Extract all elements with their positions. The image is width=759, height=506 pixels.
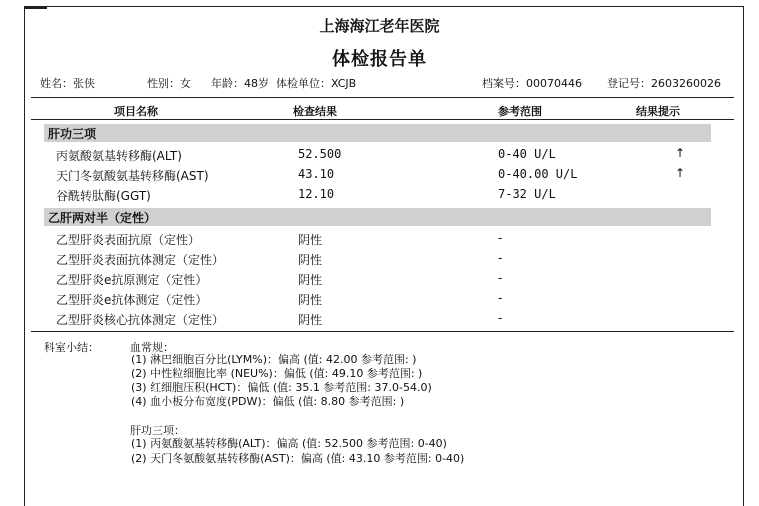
item-reference: 0-40 U/L — [498, 147, 556, 161]
column-header-hint: 结果提示 — [636, 105, 680, 118]
patient-age: 年龄：48岁 — [211, 77, 269, 90]
table-row — [0, 269, 759, 289]
summary-label: 科室小结： — [44, 341, 99, 354]
column-header-result: 检查结果 — [293, 105, 337, 118]
table-top-rule — [31, 97, 734, 98]
file-number: 档案号：00070446 — [482, 77, 582, 90]
patient-name: 姓名：张侠 — [40, 77, 95, 90]
hospital-name: 上海海江老年医院 — [319, 17, 440, 35]
section-title: 肝功三项 — [48, 127, 97, 141]
arrow-up-icon: ↑ — [675, 146, 686, 160]
item-result: 阴性 — [298, 313, 323, 327]
item-name: 天门冬氨酸氨基转移酶(AST) — [56, 169, 209, 183]
patient-unit: 体检单位：XCJB — [276, 77, 357, 90]
item-reference: 7-32 U/L — [498, 187, 556, 201]
table-row — [0, 309, 759, 329]
item-result: 52.500 — [298, 147, 342, 161]
table-row — [0, 185, 759, 205]
item-name: 丙氨酸氨基转移酶(ALT) — [56, 149, 182, 163]
item-reference: - — [498, 291, 503, 305]
report-title: 体检报告单 — [332, 49, 427, 70]
summary-blood-title: 血常规： — [130, 341, 174, 354]
item-result: 43.10 — [298, 167, 335, 181]
item-name: 乙型肝炎表面抗原（定性） — [56, 233, 201, 247]
item-reference: - — [498, 251, 503, 265]
item-reference: 0-40.00 U/L — [498, 167, 578, 181]
summary-line: (4) 血小板分布宽度(PDW)：偏低 (值: 8.80 参考范围: ) — [131, 395, 405, 408]
summary-liver-title: 肝功三项： — [130, 424, 185, 437]
item-name: 乙型肝炎核心抗体测定（定性） — [56, 313, 225, 327]
column-header-reference: 参考范围 — [498, 105, 542, 118]
section-band-hepatitis — [44, 208, 711, 226]
item-name: 乙型肝炎表面抗体测定（定性） — [56, 253, 225, 267]
summary-line: (2) 天门冬氨酸氨基转移酶(AST)：偏高 (值: 43.10 参考范围: 0-40) — [131, 452, 465, 465]
table-row — [0, 145, 759, 165]
table-row — [0, 165, 759, 185]
item-reference: - — [498, 231, 503, 245]
column-header-item: 项目名称 — [114, 105, 158, 118]
corner-mark — [25, 7, 47, 9]
arrow-up-icon: ↑ — [675, 166, 686, 180]
item-name: 谷酰转肽酶(GGT) — [56, 189, 151, 203]
table-row — [0, 229, 759, 249]
item-result: 12.10 — [298, 187, 335, 201]
table-row — [0, 249, 759, 269]
registration-number: 登记号：2603260026 — [607, 77, 721, 90]
summary-line: (1) 丙氨酸氨基转移酶(ALT)：偏高 (值: 52.500 参考范围: 0-40) — [131, 437, 447, 450]
section-title: 乙肝两对半（定性） — [48, 211, 157, 225]
item-result: 阴性 — [298, 293, 323, 307]
summary-line: (1) 淋巴细胞百分比(LYM%)：偏高 (值: 42.00 参考范围: ) — [131, 353, 417, 366]
summary-line: (2) 中性粒细胞比率 (NEU%)：偏低 (值: 49.10 参考范围: ) — [131, 367, 423, 380]
item-reference: - — [498, 271, 503, 285]
table-row — [0, 289, 759, 309]
summary-line: (3) 红细胞压积(HCT)：偏低 (值: 35.1 参考范围: 37.0-54.0) — [131, 381, 432, 394]
header-bottom-rule — [31, 119, 734, 120]
item-result: 阴性 — [298, 253, 323, 267]
item-name: 乙型肝炎e抗原测定（定性） — [56, 273, 208, 287]
section-band-liver — [44, 124, 711, 142]
table-bottom-rule — [31, 331, 734, 332]
patient-gender: 性别：女 — [147, 77, 191, 90]
item-reference: - — [498, 311, 503, 325]
item-name: 乙型肝炎e抗体测定（定性） — [56, 293, 208, 307]
item-result: 阴性 — [298, 233, 323, 247]
item-result: 阴性 — [298, 273, 323, 287]
